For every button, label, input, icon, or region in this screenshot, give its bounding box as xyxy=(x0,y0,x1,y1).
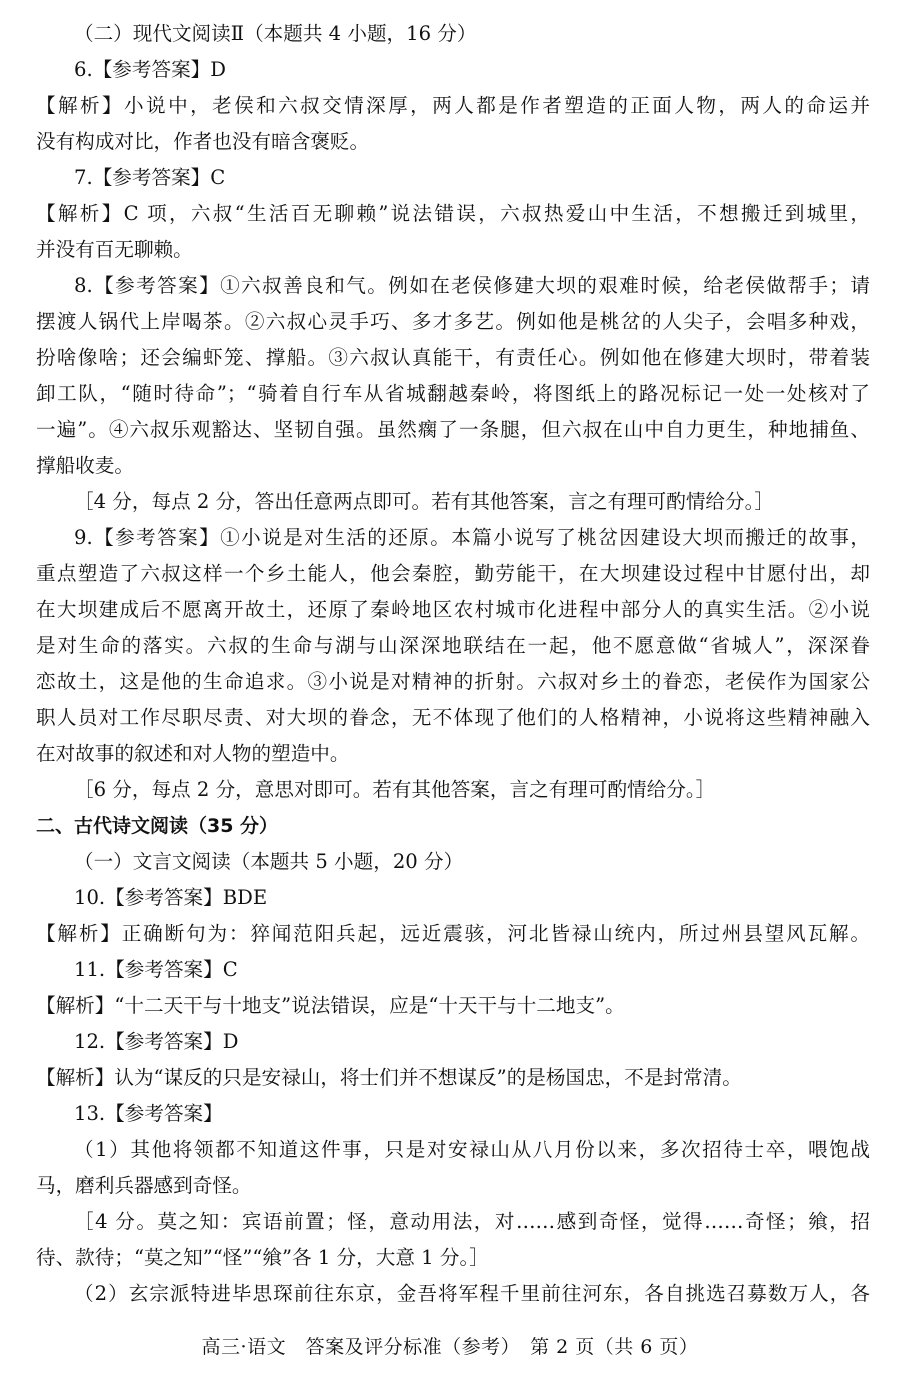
answer-8-line-2: 摆渡人锅代上岸喝茶。②六叔心灵手巧、多才多艺。例如他是桃岔的人尖子，会唱多种戏， xyxy=(36,310,870,333)
section-heading-modern-reading-2: （二）现代文阅读Ⅱ（本题共 4 小题，16 分） xyxy=(74,22,477,45)
answer-8-line-5: 一遍”。④六叔乐观豁达、坚韧自强。虽然瘸了一条腿，但六叔在山中自力更生，种地捕鱼、 xyxy=(36,418,870,441)
answer-9-line-4: 是对生命的落实。六叔的生命与湖与山深深地联结在一起，他不愿意做“省城人”，深深眷 xyxy=(36,634,870,657)
analysis-7-line-2: 并没有百无聊赖。 xyxy=(36,238,193,261)
answer-8-line-3: 扮啥像啥；还会编虾笼、撑船。③六叔认真能干，有责任心。例如他在修建大坝时，带着装 xyxy=(36,346,870,369)
answer-13-1-line-1: （1）其他将领都不知道这件事，只是对安禄山从八月份以来，多次招待士卒，喂饱战 xyxy=(74,1138,870,1161)
scoring-note-13-1-line-2: 待、款待；“莫之知”“怪”“飨”各 1 分，大意 1 分。］ xyxy=(36,1246,489,1269)
analysis-6-line-1: 【解析】小说中，老侯和六叔交情深厚，两人都是作者塑造的正面人物，两人的命运并 xyxy=(36,94,870,117)
answer-13-2-line-1: （2）玄宗派特进毕思琛前往东京，金吾将军程千里前往河东，各自挑选召募数万人，各 xyxy=(74,1282,870,1305)
answer-6: 6.【参考答案】D xyxy=(74,58,226,81)
scoring-note-13-1-line-1: ［4 分。莫之知：宾语前置；怪，意动用法，对……感到奇怪，觉得……奇怪；飨，招 xyxy=(74,1210,870,1233)
answer-8-line-6: 撑船收麦。 xyxy=(36,454,134,477)
answer-13-1-line-2: 马，磨利兵器感到奇怪。 xyxy=(36,1174,252,1197)
section-heading-ancient-poetry: 二、古代诗文阅读（35 分） xyxy=(36,815,279,837)
answer-10: 10.【参考答案】BDE xyxy=(74,886,268,909)
subsection-heading-classical-chinese: （一）文言文阅读（本题共 5 小题，20 分） xyxy=(74,850,464,873)
answer-13: 13.【参考答案】 xyxy=(74,1102,223,1125)
answer-9-line-1: 9.【参考答案】①小说是对生活的还原。本篇小说写了桃岔因建设大坝而搬迁的故事， xyxy=(74,526,870,549)
answer-9-line-6: 职人员对工作尽职尽责、对大坝的眷念，无不体现了他们的人格精神，小说将这些精神融入 xyxy=(36,706,870,729)
answer-9-line-5: 恋故土，这是他的生命追求。③小说是对精神的折射。六叔对乡土的眷恋，老侯作为国家公 xyxy=(36,670,870,693)
answer-9-line-2: 重点塑造了六叔这样一个乡土能人，他会秦腔，勤劳能干，在大坝建设过程中甘愿付出，却 xyxy=(36,562,870,585)
analysis-10: 【解析】正确断句为：猝闻范阳兵起，远近震骇，河北皆禄山统内，所过州县望风瓦解。 xyxy=(36,922,870,945)
answer-9-line-7: 在对故事的叙述和对人物的塑造中。 xyxy=(36,742,350,765)
answer-8-line-4: 卸工队，“随时待命”；“骑着自行车从省城翻越秦岭，将图纸上的路况标记一处一处核对了 xyxy=(36,382,870,405)
answer-9-line-3: 在大坝建成后不愿离开故土，还原了秦岭地区农村城市化进程中部分人的真实生活。②小说 xyxy=(36,598,870,621)
answer-12: 12.【参考答案】D xyxy=(74,1030,239,1053)
scoring-note-8: ［4 分，每点 2 分，答出任意两点即可。若有其他答案，言之有理可酌情给分。］ xyxy=(74,490,775,513)
answer-11: 11.【参考答案】C xyxy=(74,958,238,981)
analysis-12: 【解析】认为“谋反的只是安禄山，将士们并不想谋反”的是杨国忠，不是封常清。 xyxy=(36,1066,742,1089)
answer-7: 7.【参考答案】C xyxy=(74,166,226,189)
answer-8-line-1: 8.【参考答案】①六叔善良和气。例如在老侯修建大坝的艰难时候，给老侯做帮手；请 xyxy=(74,274,870,297)
scoring-note-9: ［6 分，每点 2 分，意思对即可。若有其他答案，言之有理可酌情给分。］ xyxy=(74,778,716,801)
analysis-11: 【解析】“十二天干与十地支”说法错误，应是“十天干与十二地支”。 xyxy=(36,994,625,1017)
analysis-6-line-2: 没有构成对比，作者也没有暗含褒贬。 xyxy=(36,130,370,153)
page-footer: 高三·语文 答案及评分标准（参考） 第 2 页（共 6 页） xyxy=(201,1336,699,1358)
analysis-7-line-1: 【解析】C 项，六叔“生活百无聊赖”说法错误，六叔热爱山中生活，不想搬迁到城里， xyxy=(36,202,870,225)
